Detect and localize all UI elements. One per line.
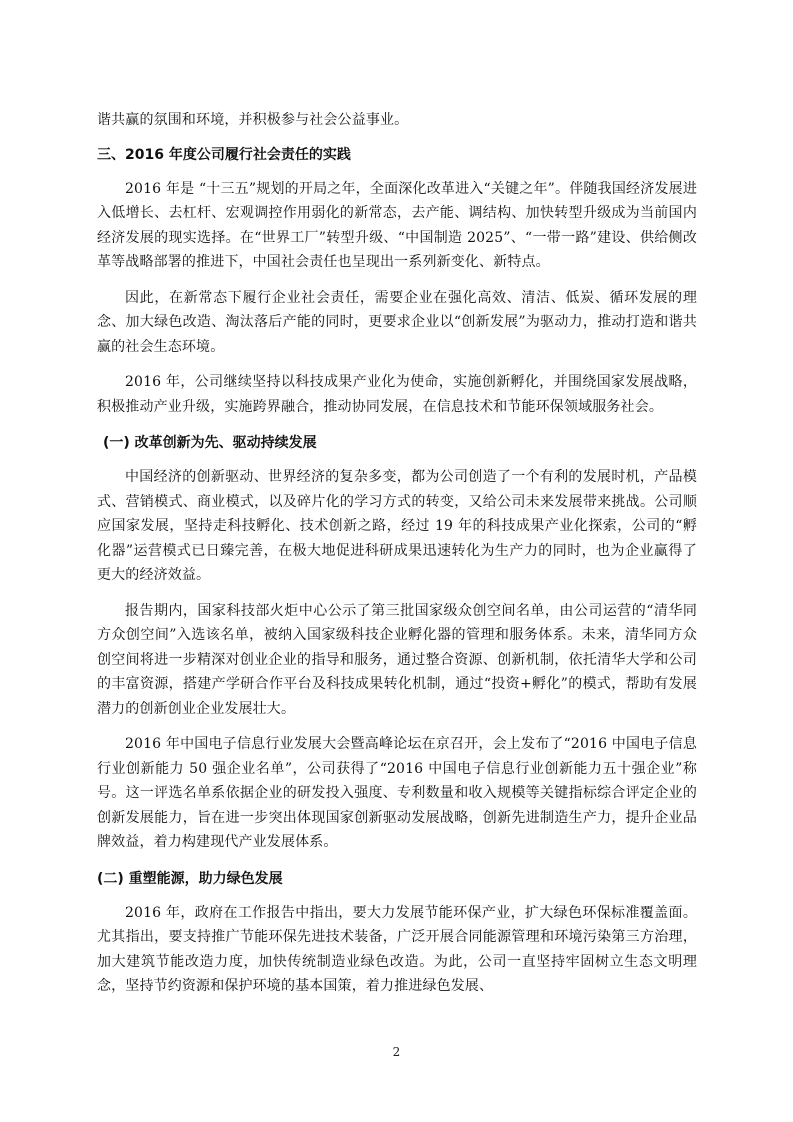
subsection-two-heading: (二) 重塑能源，助力绿色发展 — [97, 870, 283, 887]
subsection-one-paragraph-3: 2016 年中国电子信息行业发展大会暨高峰论坛在京召开，会上发布了“2016 中国电子信息行业创新能力 50 强企业名单”，公司获得了“2016 中国电子信息行业创新能力五十强企业”称号。这一评选名单系依据企业的研发投入强度、专利数量和收入规模等关键指标综合评定企业的创新发展能力，旨在进一步突出体现国家创新驱动发展战略，创新先进制造生产力，提升企业品牌效益，着力构建现代产业发展体系。 — [97, 736, 697, 850]
subsection-one-heading: (一) 改革创新为先、驱动持续发展 — [103, 435, 317, 451]
subsection-one-paragraph-2: 报告期内，国家科技部火炬中心公示了第三批国家级众创空间名单，由公司运营的“清华同方众创空间”入选该名单，被纳入国家级科技企业孵化器的管理和服务体系。未来，清华同方众创空间将进一步精深对创业企业的指导和服务，通过整合资源、创新机制，依托清华大学和公司的丰富资源，搭建产学研合作平台及科技成果转化机制，通过“投资+孵化”的模式，帮助有发展潜力的创新创业企业发展壮大。 — [97, 602, 697, 717]
page-number: 2 — [392, 1045, 401, 1059]
subsection-one-paragraph-1: 中国经济的创新驱动、世界经济的复杂多变，都为公司创造了一个有利的发展时机，产品模式、营销模式、商业模式，以及碎片化的学习方式的转变，又给公司未来发展带来挑战。公司顺应国家发展，坚持走科技孵化、技术创新之路，经过 19 年的科技成果产业化探索，公司的“孵化器”运营模式已日臻完善，在极大地促进科研成果迅速转化为生产力的同时，也为企业赢得了更大的经济效益。 — [97, 469, 697, 583]
section-three-heading: 三、2016 年度公司履行社会责任的实践 — [97, 146, 351, 163]
section-three-paragraph-1: 2016 年是 “十三五”规划的开局之年，全面深化改革进入“关键之年”。伴随我国经济发展进入低增长、去杠杆、宏观调控作用弱化的新常态，去产能、调结构、加快转型升级成为当前国内经济发展的现实选择。在“世界工厂”转型升级、“中国制造 2025”、“一带一路”建设、供给侧改革等战略部署的推进下，中国社会责任也呈现出一系列新变化、新特点。 — [97, 180, 697, 270]
intro-continuation-paragraph: 谐共赢的氛围和环境，并积极参与社会公益事业。 — [97, 112, 409, 128]
section-three-paragraph-3: 2016 年，公司继续坚持以科技成果产业化为使命，实施创新孵化，并围绕国家发展战略，积极推动产业升级，实施跨界融合，推动协同发展，在信息技术和节能环保领域服务社会。 — [97, 374, 697, 415]
document-page — [97, 108, 697, 999]
section-three-paragraph-2: 因此，在新常态下履行企业社会责任，需要企业在强化高效、清洁、低炭、循环发展的理念、加大绿色改造、淘汰落后产能的同时，更要求企业以“创新发展”为驱动力，推动打造和谐共赢的社会生态环境。 — [97, 289, 697, 355]
subsection-two-paragraph-1: 2016 年，政府在工作报告中指出，要大力发展节能环保产业，扩大绿色环保标准覆盖面。尤其指出，要支持推广节能环保先进技术装备，广泛开展合同能源管理和环境污染第三方治理，加大建筑节能改造力度，加快传统制造业绿色改造。为此，公司一直坚持牢固树立生态文明理念，坚持节约资源和保护环境的基本国策，着力推进绿色发展、 — [97, 904, 697, 994]
